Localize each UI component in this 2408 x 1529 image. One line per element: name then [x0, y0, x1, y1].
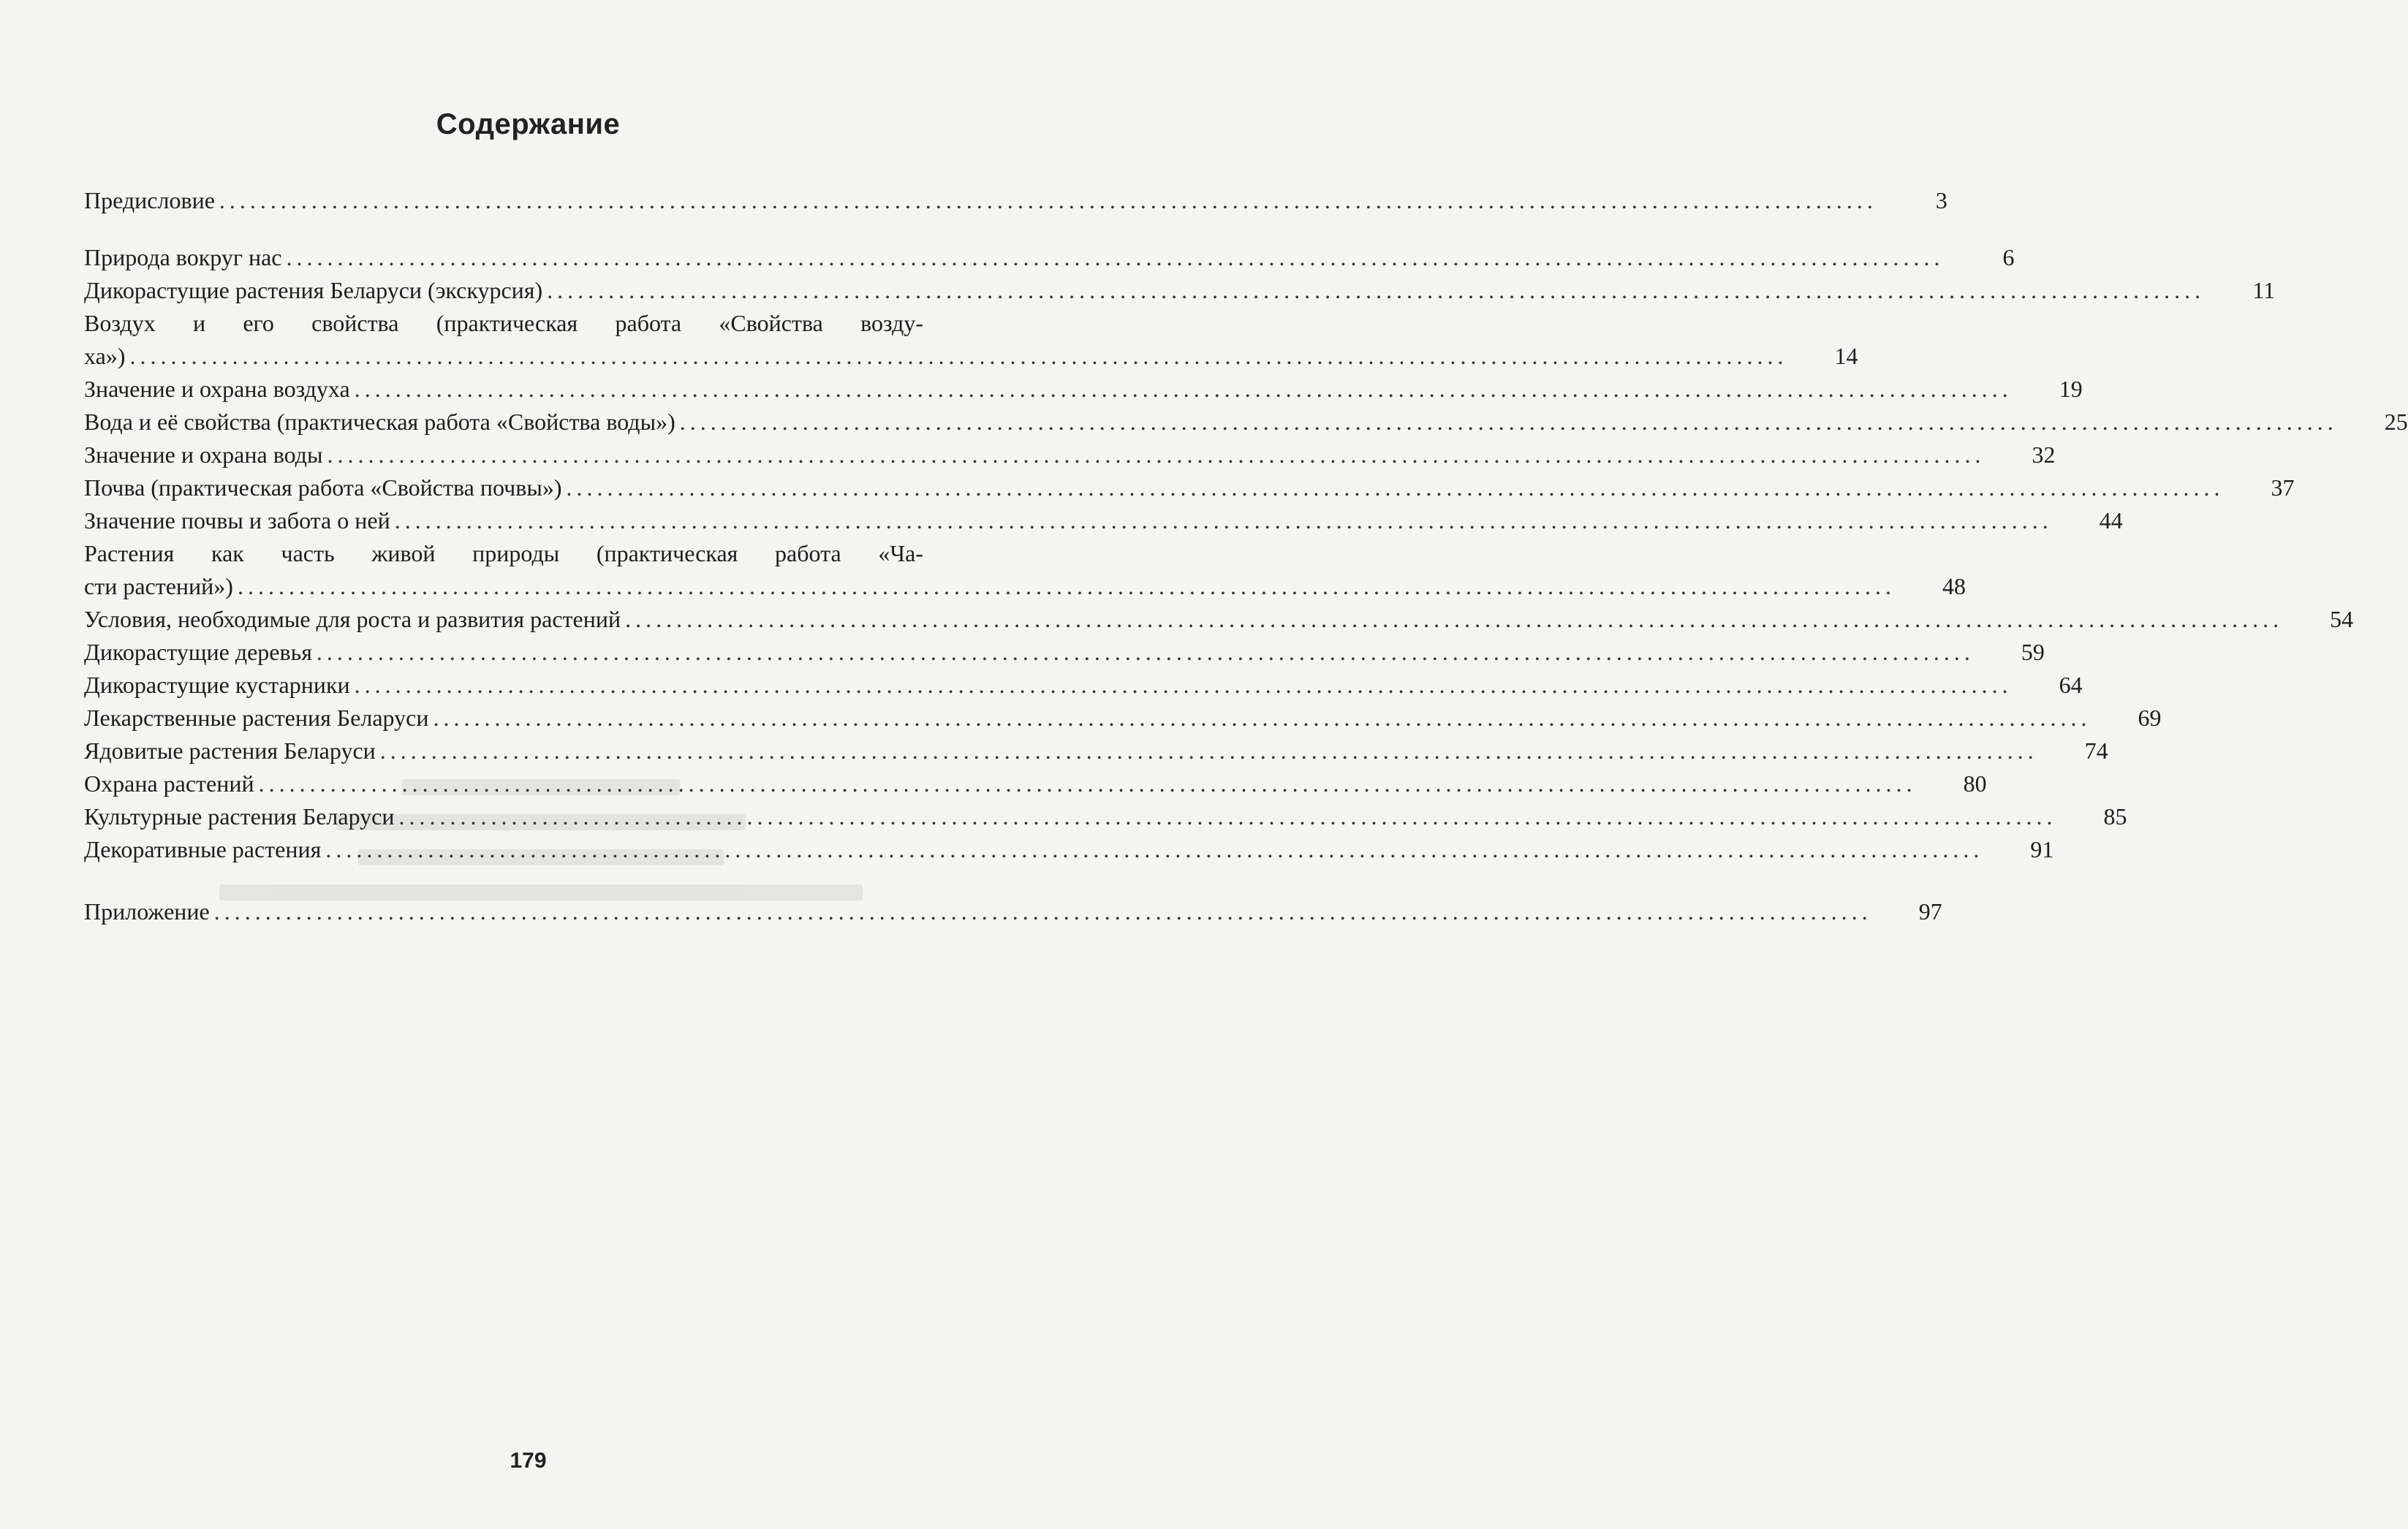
leader-dots: .................................................................................................................................................................. — [354, 376, 2013, 402]
toc-page-number: 59 — [2021, 639, 2045, 665]
toc-entry[interactable] — [84, 636, 2045, 669]
toc-entry-title: Значение почвы и забота о ней — [84, 507, 390, 534]
leader-dots: .................................................................................................................................................................. — [213, 898, 1872, 925]
toc-entry[interactable] — [84, 833, 2054, 866]
toc-entry-title-continuation: сти растений») — [84, 573, 233, 599]
toc-page-number: 25 — [2384, 409, 2408, 435]
toc-entry[interactable] — [84, 439, 2056, 471]
toc-page-number: 3 — [1935, 187, 1947, 213]
toc-entry-title: Предисловие — [84, 187, 215, 213]
leader-dots: .................................................................................................................................................................. — [327, 441, 1985, 468]
toc-entry[interactable] — [84, 471, 2295, 504]
toc-page-number: 44 — [2099, 507, 2123, 534]
toc-entry[interactable] — [84, 702, 2162, 735]
toc-entry[interactable] — [84, 603, 2354, 636]
toc-entry-title: Воздух и его свойства (практическая работа «Свойства возду- — [84, 310, 923, 336]
leader-dots: .................................................................................................................................................................. — [237, 573, 1896, 599]
toc-page-number: 80 — [1963, 770, 1987, 797]
leader-dots: .................................................................................................................................................................. — [547, 277, 2206, 303]
toc-page-number: 14 — [1834, 343, 1858, 369]
leader-dots: .................................................................................................................................................................. — [433, 705, 2091, 731]
leader-dots: .................................................................................................................................................................. — [316, 639, 1975, 665]
toc-entry-title: Условия, необходимые для роста и развития растений — [84, 606, 621, 632]
toc-page-number: 32 — [2032, 441, 2056, 468]
toc-entry[interactable] — [84, 735, 2108, 767]
toc-page-number: 74 — [2084, 737, 2108, 764]
toc-entry-title-continuation: ха») — [84, 343, 126, 369]
toc-entry-title: Почва (практическая работа «Свойства почвы») — [84, 474, 562, 501]
toc-page-number: 85 — [2103, 803, 2127, 830]
leader-dots: .................................................................................................................................................................. — [258, 770, 1917, 797]
leader-dots: .................................................................................................................................................................. — [394, 507, 2053, 534]
toc-entry[interactable] — [84, 669, 2083, 702]
toc-page-number: 48 — [1942, 573, 1966, 599]
leader-dots: .................................................................................................................................................................. — [286, 244, 1945, 270]
toc-entry-title: Приложение — [84, 898, 210, 925]
toc-page-number: 19 — [2059, 376, 2083, 402]
leader-dots: .................................................................................................................................................................. — [566, 474, 2225, 501]
leader-dots: .................................................................................................................................................................. — [379, 737, 2038, 764]
toc-entry-title: Дикорастущие деревья — [84, 639, 312, 665]
leader-dots: .................................................................................................................................................................. — [679, 409, 2338, 435]
toc-entry-foreword[interactable] — [84, 184, 1947, 217]
page-title: Содержание — [436, 108, 621, 140]
toc-entry[interactable] — [84, 241, 2015, 274]
page-number-footer: 179 — [510, 1449, 547, 1473]
toc-entry[interactable] — [84, 767, 1987, 800]
toc-entry-title: Лекарственные растения Беларуси — [84, 705, 429, 731]
leader-dots: .................................................................................................................................................................. — [354, 672, 2013, 698]
toc-page-number: 91 — [2030, 836, 2054, 862]
leader-dots: .................................................................................................................................................................. — [398, 803, 2057, 830]
toc-entry[interactable] — [84, 800, 2127, 833]
toc-page-number: 11 — [2252, 277, 2276, 303]
leader-dots: .................................................................................................................................................................. — [129, 343, 1788, 369]
toc-entry[interactable] — [84, 307, 1858, 373]
toc-entry-title: Декоративные растения — [84, 836, 322, 862]
toc-page-number: 37 — [2271, 474, 2295, 501]
toc-page-number: 69 — [2138, 705, 2162, 731]
toc-entry-title: Значение и охрана воды — [84, 441, 323, 468]
toc-entry[interactable] — [84, 274, 2276, 307]
leader-dots: .................................................................................................................................................................. — [325, 836, 1984, 862]
toc-entry[interactable] — [84, 373, 2083, 406]
leader-dots: .................................................................................................................................................................. — [219, 187, 1877, 213]
toc-entry-title: Значение и охрана воздуха — [84, 376, 350, 402]
toc-entry-title: Природа вокруг нас — [84, 244, 282, 270]
toc-entry[interactable] — [84, 504, 2123, 537]
toc-page-number: 97 — [1918, 898, 1942, 925]
toc-page-number: 54 — [2330, 606, 2354, 632]
toc-entry-title: Растения как часть живой природы (практическая работа «Ча- — [84, 540, 923, 566]
toc-entry-title: Ядовитые растения Беларуси — [84, 737, 376, 764]
toc-entry-title: Дикорастущие растения Беларуси (экскурсия) — [84, 277, 543, 303]
toc-page-number: 64 — [2059, 672, 2083, 698]
toc-entry-title: Вода и её свойства (практическая работа «Свойства воды») — [84, 409, 675, 435]
toc-page-number: 6 — [2002, 244, 2015, 270]
toc-entry-title: Культурные растения Беларуси — [84, 803, 395, 830]
toc-entry-appendix[interactable] — [84, 895, 1942, 928]
toc-entry[interactable] — [84, 406, 2408, 439]
toc-entry-title: Охрана растений — [84, 770, 254, 797]
leader-dots: .................................................................................................................................................................. — [625, 606, 2284, 632]
toc-entry-title: Дикорастущие кустарники — [84, 672, 350, 698]
toc-entry[interactable] — [84, 537, 1966, 603]
